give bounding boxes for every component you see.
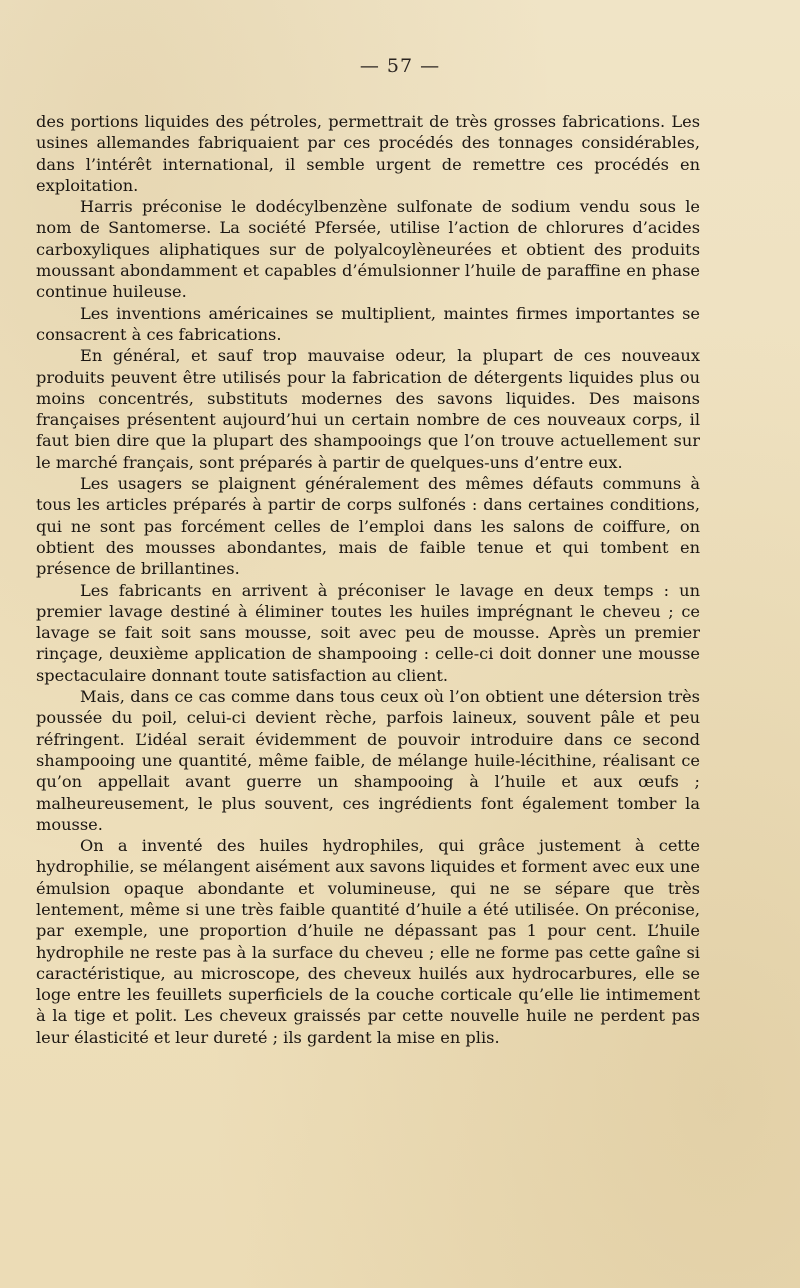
page-number: — 57 — xyxy=(359,55,441,77)
paragraph: En général, et sauf trop mauvaise odeur, la plupart de ces nouveaux produits peuvent être utilisés pour la fabrication de détergents liquides plus ou moins concentrés, substituts modernes des savons liquides. Des maisons françaises présentent aujourd’hui un certain nombre de ces nouveaux corps, il faut bien dire que la plupart des shampooings que l’on trouve actuellement sur le marché français, sont préparés à partir de quelques-uns d’entre eux. xyxy=(36,346,700,472)
paragraph: Les fabricants en arrivent à préconiser le lavage en deux temps : un premier lavage destiné à éliminer toutes les huiles imprégnant le cheveu ; ce lavage se fait soit sans mousse, soit avec peu de mousse. Après un premier rinçage, deuxième application de shampooing : celle-ci doit donner une mousse spectaculaire donnant toute satisfaction au client. xyxy=(36,580,700,685)
paragraph: des portions liquides des pétroles, permettrait de très grosses fabrications. Les usines allemandes fabriquaient par ces procédés des tonnages considérables, dans l’intérêt international, il semble urgent de remettre ces procédés en exploitation. xyxy=(36,112,700,195)
paragraph: On a inventé des huiles hydrophiles, qui grâce justement à cette hydrophilie, se mélangent aisément aux savons liquides et forment avec eux une émulsion opaque abondante et volumineuse, qui ne se sépare que très lentement, même si une très faible quantité d’huile a été utilisée. On préconise, par exemple, une proportion d’huile ne dépassant pas 1 pour cent. L’huile hydrophile ne reste pas à la surface du cheveu ; elle ne forme pas cette gaîne si caractéristique, au microscope, des cheveux huilés aux hydrocarbures, elle se loge entre les feuillets superficiels de la couche corticale qu’elle lie intimement à la tige et polit. Les cheveux graissés par cette nouvelle huile ne perdent pas leur élasticité et leur dureté ; ils gardent la mise en plis. xyxy=(36,836,700,1047)
paragraph: Mais, dans ce cas comme dans tous ceux où l’on obtient une détersion très poussée du poil, celui-ci devient rèche, parfois laineux, souvent pâle et peu réfringent. L’idéal serait évidemment de pouvoir introduire dans ce second shampooing une quantité, même faible, de mélange huile-lécithine, réalisant ce qu’on appellait avant guerre un shampooing à l’huile et aux œufs ; malheureusement, le plus souvent, ces ingrédients font également tomber la mousse. xyxy=(36,687,700,834)
paragraph: Harris préconise le dodécylbenzène sulfonate de sodium vendu sous le nom de Santomerse. La société Pfersée, utilise l’action de chlorures d’acides carboxyliques aliphatiques sur de polyalcoylèneurées et obtient des produits moussant abondamment et capables d’émulsionner l’huile de paraffine en phase continue huileuse. xyxy=(36,197,700,302)
paragraph: Les inventions américaines se multiplient, maintes firmes importantes se consacrent à ces fabrications. xyxy=(36,303,700,344)
paragraph: Les usagers se plaignent généralement des mêmes défauts communs à tous les articles préparés à partir de corps sulfonés : dans certaines conditions, qui ne sont pas forcément celles de l’emploi dans les salons de coiffure, on obtient des mousses abondantes, mais de faible tenue et qui tombent en présence de brillantines. xyxy=(36,474,700,579)
body-text xyxy=(36,111,700,1048)
